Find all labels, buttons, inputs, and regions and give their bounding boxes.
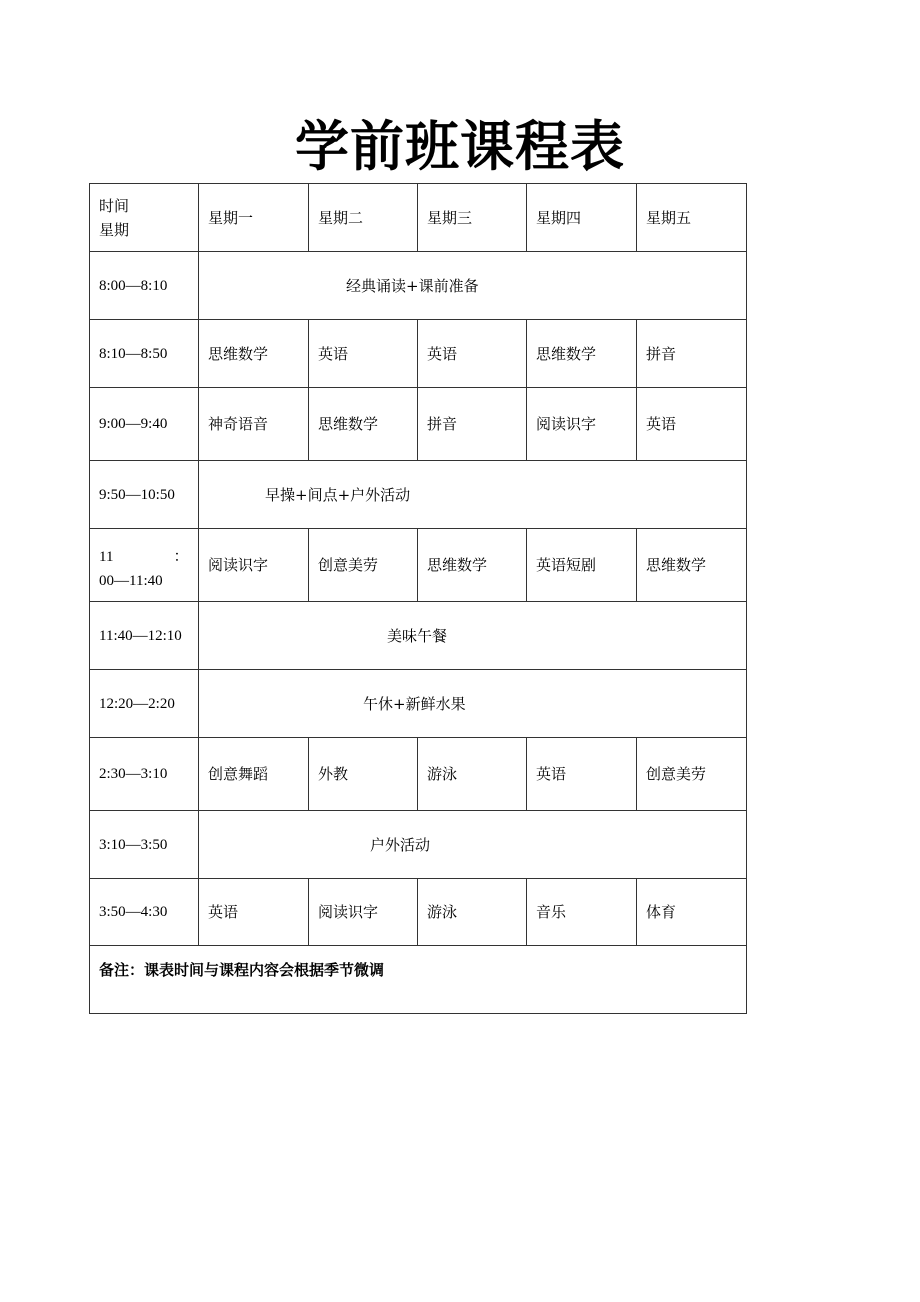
course-cell: 游泳: [418, 738, 527, 811]
merged-activity-cell: 早操+间点+户外活动: [199, 461, 747, 529]
course-cell: 游泳: [418, 879, 527, 946]
time-cell: 8:00—8:10: [90, 252, 199, 320]
day-header-wed: 星期三: [418, 184, 527, 252]
course-cell: 神奇语音: [199, 388, 309, 461]
table-row: [90, 879, 747, 946]
schedule-table: [89, 183, 747, 1014]
time-cell: 3:10—3:50: [90, 811, 199, 879]
course-cell: 英语: [527, 738, 637, 811]
table-row: [90, 670, 747, 738]
course-cell: 音乐: [527, 879, 637, 946]
schedule-note: 备注：课表时间与课程内容会根据季节微调: [90, 946, 747, 1014]
table-row: [90, 252, 747, 320]
time-cell: 3:50—4:30: [90, 879, 199, 946]
time-cell: 11:40—12:10: [90, 602, 199, 670]
merged-activity-cell: 户外活动: [199, 811, 747, 879]
day-header-fri: 星期五: [637, 184, 747, 252]
table-row: [90, 811, 747, 879]
course-cell: 阅读识字: [199, 529, 309, 602]
table-row: [90, 461, 747, 529]
time-cell: 8:10—8:50: [90, 320, 199, 388]
corner-header: [90, 184, 199, 252]
course-cell: 创意美劳: [309, 529, 418, 602]
corner-time-label: 时间: [99, 196, 130, 215]
course-cell: 英语: [418, 320, 527, 388]
course-cell: 体育: [637, 879, 747, 946]
time-cell: [90, 529, 199, 602]
course-cell: 思维数学: [418, 529, 527, 602]
table-row: [90, 602, 747, 670]
course-cell: 思维数学: [527, 320, 637, 388]
corner-day-label: 星期: [99, 220, 130, 239]
table-row: [90, 320, 747, 388]
table-row: [90, 738, 747, 811]
time-cell: 9:50—10:50: [90, 461, 199, 529]
header-row: [90, 184, 747, 252]
course-cell: 阅读识字: [309, 879, 418, 946]
course-cell: 拼音: [637, 320, 747, 388]
course-cell: 英语: [199, 879, 309, 946]
course-cell: 英语短剧: [527, 529, 637, 602]
merged-activity-cell: 午休+新鲜水果: [199, 670, 747, 738]
course-cell: 外教: [309, 738, 418, 811]
day-header-thu: 星期四: [527, 184, 637, 252]
page-title: 学前班课程表: [295, 115, 625, 178]
day-header-mon: 星期一: [199, 184, 309, 252]
merged-activity-cell: 美味午餐: [199, 602, 747, 670]
time-line-1: 11 ：: [99, 549, 189, 565]
merged-activity-cell: 经典诵读+课前准备: [199, 252, 747, 320]
course-cell: 拼音: [418, 388, 527, 461]
time-line-2: 00—11:40: [99, 573, 163, 589]
table-row: [90, 388, 747, 461]
day-header-tue: 星期二: [309, 184, 418, 252]
course-cell: 英语: [309, 320, 418, 388]
time-cell: 9:00—9:40: [90, 388, 199, 461]
course-cell: 思维数学: [309, 388, 418, 461]
course-cell: 英语: [637, 388, 747, 461]
time-cell: 2:30—3:10: [90, 738, 199, 811]
course-cell: 创意美劳: [637, 738, 747, 811]
time-cell: 12:20—2:20: [90, 670, 199, 738]
course-cell: 思维数学: [199, 320, 309, 388]
course-cell: 阅读识字: [527, 388, 637, 461]
note-row: [90, 946, 747, 1014]
course-cell: 思维数学: [637, 529, 747, 602]
table-row: [90, 529, 747, 602]
course-cell: 创意舞蹈: [199, 738, 309, 811]
